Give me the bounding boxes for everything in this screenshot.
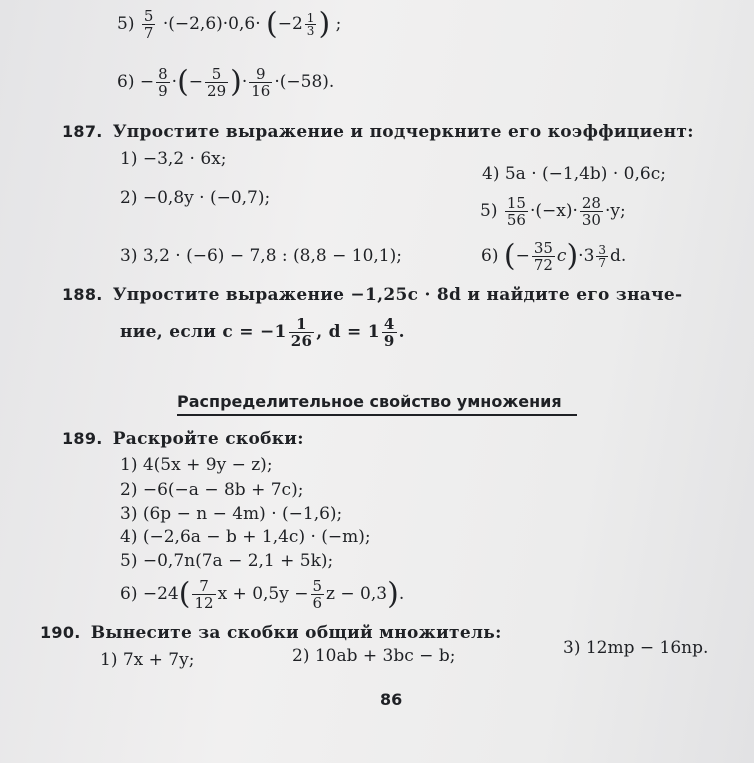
bracket: ) [318,6,331,42]
exercise-item [117,66,334,99]
item-label: 6) [120,584,138,604]
expression-part: c [556,246,567,266]
numerator: 15 [506,194,526,212]
denominator: 12 [194,594,214,612]
expression-part: − [188,72,204,92]
exercise-header [62,287,682,304]
exercise-item [120,529,371,546]
expression-part: · [241,72,248,92]
item-text: 1) 4(5x + 9y − z); [120,455,273,475]
item-text: 4) (−2,6a − b + 1,4c) · (−m); [120,527,371,547]
numerator: 9 [256,65,266,83]
fraction [311,578,325,611]
item-text: 5) −0,7n(7a − 2,1 + 5k); [120,551,334,571]
exercise-text [120,316,405,349]
exercise-title: Раскройте скобки: [112,429,304,449]
bracket: ( [266,6,278,42]
expression-part: · [171,72,178,92]
bracket: ( [178,576,191,612]
section-title: Распределительное свойство умножения [177,392,577,416]
fraction [382,316,397,349]
item-text: 1) 7x + 7y; [100,650,195,670]
item-text: 2) 10ab + 3bc − b; [292,646,456,666]
denominator: 7 [143,24,154,42]
denominator: 29 [207,82,227,100]
exercise-item [120,190,270,207]
exercise-header [62,124,694,141]
denominator: 6 [312,594,323,612]
numerator: 5 [211,65,222,83]
denominator: 3 [306,24,315,38]
whole: −2 [277,14,303,34]
expression-part: − [515,246,530,266]
item-label: 5) [480,201,498,221]
mixed-number [278,12,319,37]
fraction [505,195,528,228]
denominator: 7 [598,256,607,270]
expression-part: x + 0,5y − [217,584,309,604]
fraction [580,195,603,228]
numerator: 7 [199,577,209,595]
denominator: 9 [158,82,168,100]
bracket: ( [177,64,189,100]
numerator: 3 [598,243,607,257]
exercise-header [62,431,304,448]
item-label: 5) [117,14,135,34]
fraction [192,578,215,611]
exercise-item [120,248,402,265]
expression-part: . [398,584,405,604]
fraction [205,66,228,99]
item-text: 2) −6(−a − 8b + 7c); [120,480,304,500]
exercise-number: 190. [40,623,81,642]
denominator: 26 [290,332,313,350]
expression-part: ·y; [604,201,626,221]
bracket: ( [503,238,516,274]
expression-part: − [139,72,155,92]
item-text: 2) −0,8y · (−0,7); [120,188,271,208]
fraction [156,66,170,99]
fraction [596,244,608,269]
item-text: 3) 3,2 · (−6) − 7,8 : (8,8 − 10,1); [120,246,402,266]
page-number: 86 [380,690,403,709]
expression-part: . [398,322,405,342]
exercise-title: Вынесите за скобки общий множитель: [90,623,502,643]
item-text: 4) 5a · (−1,4b) · 0,6c; [482,164,666,184]
denominator: 16 [251,82,271,100]
exercise-item [117,8,341,41]
expression-part: ·(−x)· [529,201,578,221]
expression-part: ·(−58). [274,72,335,92]
fraction [289,316,314,349]
item-label: 6) [481,246,499,266]
exercise-title: Упростите выражение −1,25c · 8d и найдите его значе- [112,285,683,305]
numerator: 28 [581,194,601,212]
bracket: ) [566,238,579,274]
expression-part: ; [335,14,342,34]
numerator: 5 [143,7,154,25]
numerator: 8 [158,65,168,83]
exercise-header [40,625,502,642]
numerator: 35 [533,239,553,257]
exercise-item [292,648,455,665]
expression-part: d. [610,246,627,266]
exercise-item [120,151,226,168]
denominator: 56 [506,211,526,229]
exercise-item [480,195,626,228]
item-text: 3) (6p − n − 4m) · (−1,6); [120,504,343,524]
exercise-number: 189. [62,429,103,448]
exercise-item [120,457,273,474]
numerator: 5 [312,577,323,595]
exercise-number: 187. [62,122,103,141]
numerator: 1 [296,315,307,333]
numerator: 1 [306,11,315,25]
expression-part: ·(−2,6)·0,6· [162,14,261,34]
exercise-item [120,482,303,499]
exercise-item [120,553,333,570]
exercise-number: 188. [62,285,103,304]
exercise-item [563,640,708,657]
exercise-title: Упростите выражение и подчеркните его коэффициент: [112,122,694,142]
fraction [142,8,156,41]
expression-part: ние, если c = −1 [120,322,287,342]
exercise-item [482,166,666,183]
item-text: 3) 12mp − 16np. [563,638,709,658]
fraction [249,66,272,99]
bracket: ) [387,576,399,612]
denominator: 72 [533,256,553,274]
item-label: 6) [117,72,135,92]
denominator: 30 [581,211,601,229]
denominator: 9 [383,332,395,350]
expression-part: −24 [142,584,179,604]
numerator: 4 [383,315,395,333]
expression-part: z − 0,3 [326,584,388,604]
expression-part: ·3 [578,246,595,266]
exercise-item [120,578,404,611]
item-text: 1) −3,2 · 6x; [120,149,227,169]
exercise-item [100,652,194,669]
fraction [532,240,555,273]
exercise-item [120,506,342,523]
exercise-item [481,240,626,273]
bracket: ) [230,64,242,100]
expression-part: , d = 1 [316,322,380,342]
